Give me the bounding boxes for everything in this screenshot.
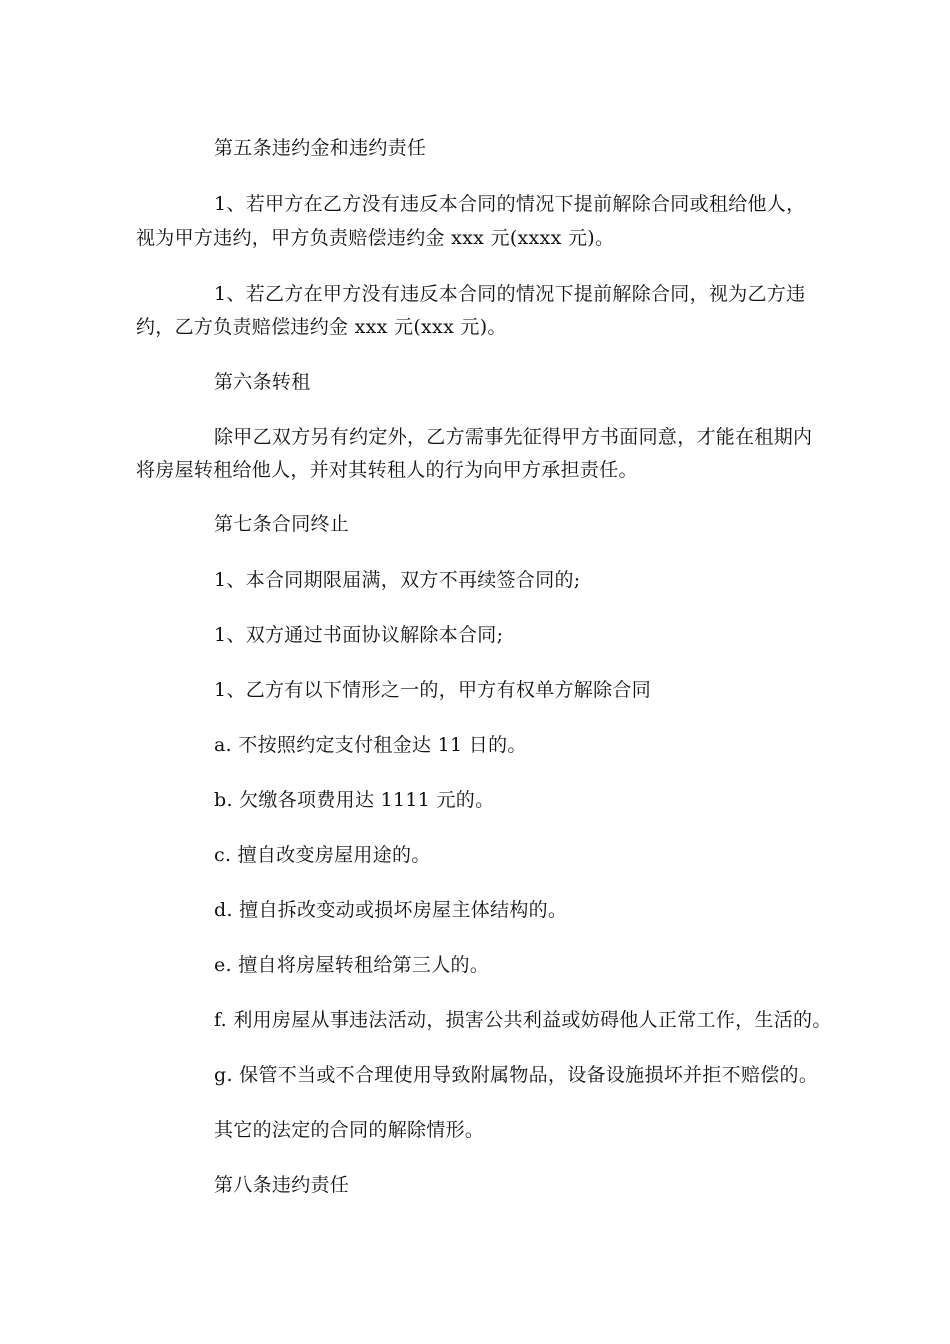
other-statutory-termination: 其它的法定的合同的解除情形。 (214, 1119, 485, 1141)
clause-7-3: 1、乙方有以下情形之一的，甲方有权单方解除合同 (214, 679, 651, 701)
list-item-a: a. 不按照约定支付租金达 11 日的。 (214, 734, 527, 756)
heading-article-8: 第八条违约责任 (214, 1174, 350, 1196)
heading-article-5: 第五条违约金和违约责任 (214, 137, 427, 159)
heading-article-7: 第七条合同终止 (214, 513, 350, 535)
list-item-e: e. 擅自将房屋转租给第三人的。 (214, 954, 490, 976)
clause-5-1-line-1: 1、若甲方在乙方没有违反本合同的情况下提前解除合同或租给他人， (214, 193, 806, 215)
list-item-d: d. 擅自拆改变动或损坏房屋主体结构的。 (214, 899, 568, 921)
list-item-b: b. 欠缴各项费用达 1111 元的。 (214, 789, 495, 811)
clause-5-1-line-2: 视为甲方违约，甲方负责赔偿违约金 xxx 元(xxxx 元)。 (136, 227, 615, 249)
list-item-f: f. 利用房屋从事违法活动，损害公共利益或妨碍他人正常工作，生活的。 (214, 1009, 832, 1031)
clause-5-2-line-1: 1、若乙方在甲方没有违反本合同的情况下提前解除合同，视为乙方违 (214, 283, 806, 305)
list-item-c: c. 擅自改变房屋用途的。 (214, 844, 431, 866)
clause-6-line-2: 将房屋转租给他人，并对其转租人的行为向甲方承担责任。 (136, 459, 638, 481)
clause-6-line-1: 除甲乙双方另有约定外，乙方需事先征得甲方书面同意，才能在租期内 (214, 426, 813, 448)
list-item-g: g. 保管不当或不合理使用导致附属物品，设备设施损坏并拒不赔偿的。 (214, 1064, 819, 1086)
heading-article-6: 第六条转租 (214, 371, 311, 393)
clause-5-2-line-2: 约，乙方负责赔偿违约金 xxx 元(xxx 元)。 (136, 316, 507, 338)
clause-7-2: 1、双方通过书面协议解除本合同; (214, 624, 504, 646)
clause-7-1: 1、本合同期限届满，双方不再续签合同的; (214, 569, 581, 591)
